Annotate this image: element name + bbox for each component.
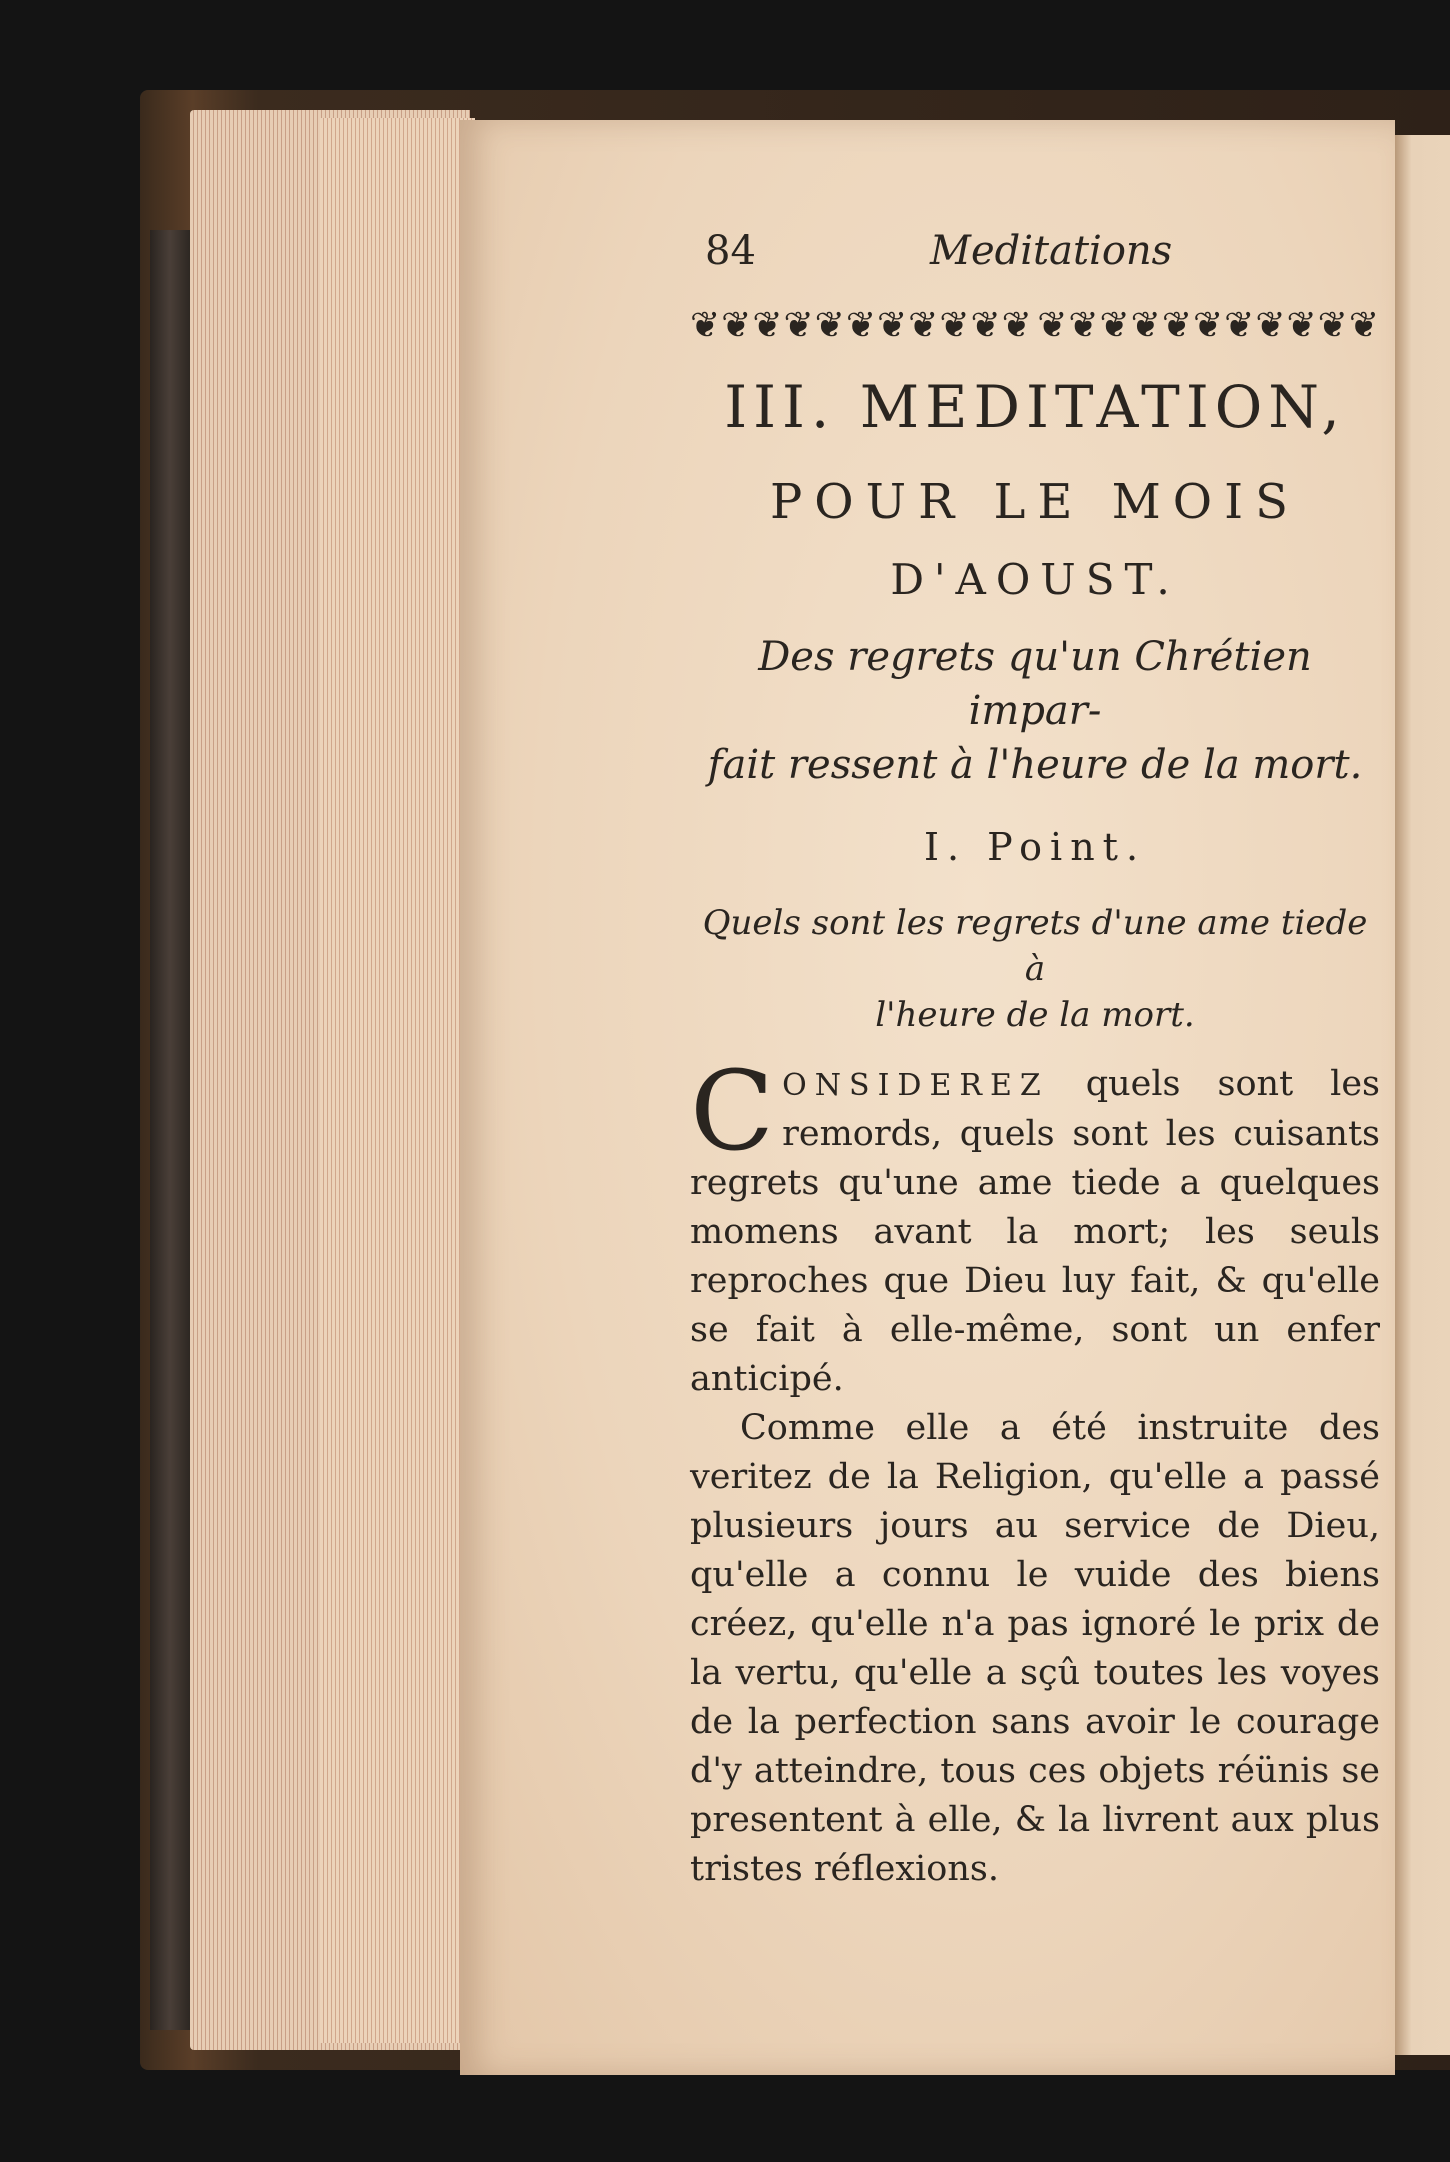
point-title: I. Point. (923, 825, 1147, 869)
paragraph-1-text: quels sont les remords, quels sont les cuisants regrets qu'une ame tiede a quelques momens avant la mort; les seuls reproches que Dieu luy fait, & qu'elle se fait à elle-même, sont un enfer anticipé. (690, 1064, 1380, 1399)
month-name: D'AOUST. (890, 555, 1180, 604)
page-content (690, 220, 1380, 1894)
book-spine (150, 230, 190, 2030)
page-edges-inner (320, 118, 475, 2043)
subject-line-2: fait ressent à l'heure de la mort. (707, 742, 1363, 788)
meditation-subject (690, 630, 1380, 792)
meditation-heading: III. MEDITATION, (724, 373, 1346, 441)
running-title: Meditations (930, 228, 1173, 274)
facing-page-edge (1395, 135, 1450, 2055)
running-head (690, 220, 1380, 280)
point-subject (690, 900, 1380, 1038)
point-subject-line-1: Quels sont les regrets d'une ame tiede à (702, 903, 1368, 989)
paragraph-2: Comme elle a été instruite des veritez de la Religion, qu'elle a passé plusieurs jours au service de Dieu, qu'elle a connu le vuide des biens créez, qu'elle n'a pas ignoré le prix de la vertu, qu'elle a sçû toutes les voyes de la perfection sans avoir le courage d'y atteindre, tous ces objets réünis se presentent à elle, & la livrent aux plus tristes réflexions. (690, 1408, 1380, 1889)
ornament-right: ❦❦❦❦❦❦❦❦❦❦❦ (1037, 305, 1380, 346)
drop-cap: C (690, 1047, 775, 1175)
body-text (690, 1047, 1380, 1894)
month-heading: POUR LE MOIS (769, 474, 1300, 530)
subject-line-1: Des regrets qu'un Chrétien impar- (758, 634, 1312, 734)
point-subject-line-2: l'heure de la mort. (875, 995, 1195, 1035)
first-word: ONSIDEREZ (782, 1068, 1049, 1103)
ornament-band (690, 302, 1380, 350)
ornament-left: ❦❦❦❦❦❦❦❦❦❦❦ (690, 305, 1033, 346)
page-number: 84 (705, 228, 756, 274)
paragraph-1 (690, 1047, 1380, 1404)
